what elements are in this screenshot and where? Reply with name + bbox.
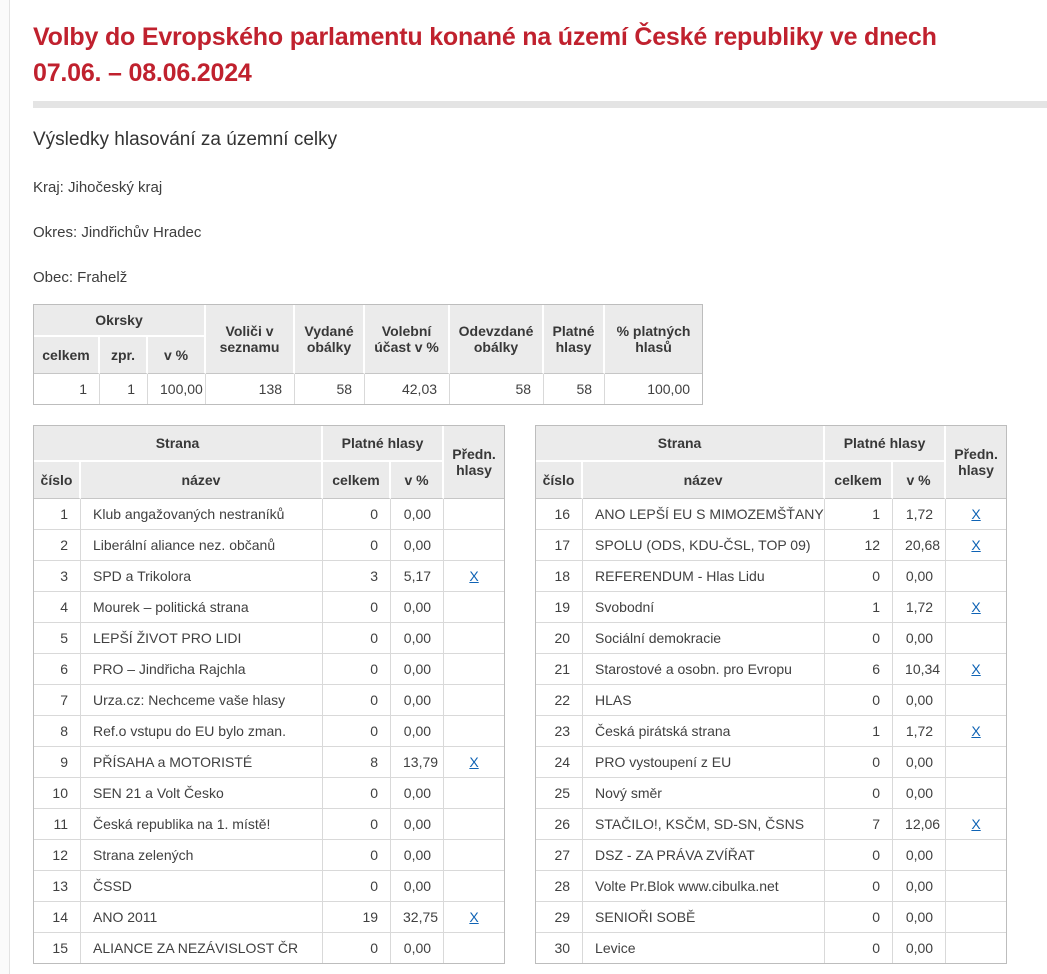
party-votes: 0 — [825, 871, 893, 902]
party-percent: 0,00 — [391, 716, 444, 747]
party-name: Levice — [583, 933, 825, 963]
party-votes: 0 — [323, 840, 391, 871]
party-row — [536, 716, 1006, 747]
okrsky-vpct-value: 100,00 — [148, 374, 206, 404]
party-number: 16 — [536, 499, 583, 530]
party-name: Mourek – politická strana — [81, 592, 323, 623]
party-number: 9 — [34, 747, 81, 778]
party-number: 14 — [34, 902, 81, 933]
party-pref-cell — [444, 902, 504, 933]
party-pref-cell — [946, 685, 1006, 716]
summary-values-row — [34, 374, 702, 404]
party-percent: 0,00 — [893, 561, 946, 592]
party-row — [536, 840, 1006, 871]
party-percent: 0,00 — [391, 840, 444, 871]
party-votes: 0 — [323, 685, 391, 716]
party-number: 8 — [34, 716, 81, 747]
party-row — [34, 685, 504, 716]
party-row — [536, 933, 1006, 963]
party-name: ČSSD — [81, 871, 323, 902]
party-number: 4 — [34, 592, 81, 623]
party-percent: 1,72 — [893, 499, 946, 530]
col-header-strana: Strana — [34, 426, 323, 462]
party-row — [536, 871, 1006, 902]
party-table-right — [536, 426, 1006, 963]
party-row — [34, 530, 504, 561]
party-row — [34, 499, 504, 530]
party-pref-cell — [444, 654, 504, 685]
col-header-volici-v-seznamu: Voliči v seznamu — [206, 305, 295, 374]
party-votes: 0 — [323, 530, 391, 561]
party-percent: 0,00 — [391, 654, 444, 685]
party-number: 13 — [34, 871, 81, 902]
party-votes: 0 — [825, 685, 893, 716]
party-percent: 0,00 — [391, 530, 444, 561]
party-name: ANO 2011 — [81, 902, 323, 933]
party-pref-cell — [946, 840, 1006, 871]
party-name: Ref.o vstupu do EU bylo zman. — [81, 716, 323, 747]
col-header-okrsky: Okrsky — [34, 305, 206, 337]
party-percent: 32,75 — [391, 902, 444, 933]
party-row — [536, 778, 1006, 809]
party-percent: 1,72 — [893, 716, 946, 747]
col-header-volebni-ucast: Volební účast v % — [365, 305, 450, 374]
party-votes: 0 — [825, 933, 893, 963]
pref-votes-link[interactable]: X — [469, 568, 479, 584]
party-name: Strana zelených — [81, 840, 323, 871]
party-number: 2 — [34, 530, 81, 561]
summary-table-wrapper — [33, 304, 703, 405]
party-number: 6 — [34, 654, 81, 685]
party-percent: 0,00 — [893, 871, 946, 902]
party-row — [536, 809, 1006, 840]
party-votes: 0 — [323, 592, 391, 623]
party-pref-cell — [444, 840, 504, 871]
party-pref-cell — [444, 778, 504, 809]
party-pref-cell — [444, 530, 504, 561]
party-number: 22 — [536, 685, 583, 716]
okrsky-zpr-value: 1 — [100, 374, 148, 404]
party-row — [34, 809, 504, 840]
party-name: ANO LEPŠÍ EU S MIMOZEMŠŤANY — [583, 499, 825, 530]
party-name: DSZ - ZA PRÁVA ZVÍŘAT — [583, 840, 825, 871]
party-number: 27 — [536, 840, 583, 871]
party-row — [536, 902, 1006, 933]
party-table-left-wrapper — [33, 425, 505, 964]
party-pref-cell — [946, 778, 1006, 809]
col-header-celkem: celkem — [323, 462, 391, 499]
party-row — [34, 747, 504, 778]
col-header-cislo: číslo — [536, 462, 583, 499]
party-percent: 1,72 — [893, 592, 946, 623]
party-percent: 0,00 — [391, 871, 444, 902]
party-name: PŘÍSAHA a MOTORISTÉ — [81, 747, 323, 778]
party-row — [34, 623, 504, 654]
col-header-vydane-obalky: Vydané obálky — [295, 305, 365, 374]
party-name: Česká pirátská strana — [583, 716, 825, 747]
party-votes: 0 — [323, 809, 391, 840]
pct-platnych-value: 100,00 — [605, 374, 702, 404]
party-pref-cell — [444, 499, 504, 530]
party-tables-row — [33, 425, 1047, 964]
party-pref-cell — [946, 933, 1006, 963]
party-number: 19 — [536, 592, 583, 623]
col-header-vpct: v % — [893, 462, 946, 499]
col-header-predn-hlasy: Předn. hlasy — [946, 426, 1006, 499]
party-number: 30 — [536, 933, 583, 963]
party-pref-cell — [946, 530, 1006, 561]
party-percent: 0,00 — [893, 747, 946, 778]
party-table-left — [34, 426, 504, 963]
party-pref-cell — [946, 623, 1006, 654]
pref-votes-link[interactable]: X — [971, 816, 981, 832]
party-pref-cell — [444, 623, 504, 654]
party-pref-cell — [444, 716, 504, 747]
party-number: 18 — [536, 561, 583, 592]
party-row — [34, 871, 504, 902]
party-name: PRO – Jindřicha Rajchla — [81, 654, 323, 685]
pref-votes-link[interactable]: X — [971, 661, 981, 677]
party-name: Sociální demokracie — [583, 623, 825, 654]
col-header-strana: Strana — [536, 426, 825, 462]
title-divider — [33, 101, 1047, 108]
party-name: HLAS — [583, 685, 825, 716]
volici-v-seznamu-value: 138 — [206, 374, 295, 404]
party-number: 25 — [536, 778, 583, 809]
party-name: LEPŠÍ ŽIVOT PRO LIDI — [81, 623, 323, 654]
party-votes: 0 — [323, 654, 391, 685]
party-row — [536, 592, 1006, 623]
party-votes: 6 — [825, 654, 893, 685]
party-row — [536, 747, 1006, 778]
party-name: SENIOŘI SOBĚ — [583, 902, 825, 933]
pref-votes-link[interactable]: X — [971, 599, 981, 615]
party-pref-cell — [946, 654, 1006, 685]
party-name: STAČILO!, KSČM, SD-SN, ČSNS — [583, 809, 825, 840]
party-name: ALIANCE ZA NEZÁVISLOST ČR — [81, 933, 323, 963]
party-pref-cell — [444, 561, 504, 592]
region-line: Kraj: Jihočeský kraj — [33, 179, 163, 196]
party-row — [34, 654, 504, 685]
party-number: 29 — [536, 902, 583, 933]
party-row — [34, 933, 504, 963]
party-votes: 0 — [323, 623, 391, 654]
okrsky-celkem-value: 1 — [34, 374, 100, 404]
party-pref-cell — [946, 499, 1006, 530]
pref-votes-link[interactable]: X — [971, 723, 981, 739]
party-percent: 5,17 — [391, 561, 444, 592]
party-row — [536, 561, 1006, 592]
party-pref-cell — [946, 747, 1006, 778]
party-number: 20 — [536, 623, 583, 654]
col-header-okrsky-celkem: celkem — [34, 337, 100, 374]
col-header-predn-hlasy: Předn. hlasy — [444, 426, 504, 499]
platne-hlasy-value: 58 — [544, 374, 605, 404]
party-percent: 0,00 — [893, 778, 946, 809]
party-votes: 0 — [323, 778, 391, 809]
party-row — [34, 840, 504, 871]
volebni-ucast-value: 42,03 — [365, 374, 450, 404]
municipality-line: Obec: Frahelž — [33, 269, 128, 286]
pref-votes-link[interactable]: X — [971, 506, 981, 522]
col-header-nazev: název — [81, 462, 323, 499]
party-number: 23 — [536, 716, 583, 747]
district-line: Okres: Jindřichův Hradec — [33, 224, 202, 241]
party-votes: 1 — [825, 499, 893, 530]
col-header-odevzdane-obalky: Odevzdané obálky — [450, 305, 544, 374]
party-votes: 1 — [825, 592, 893, 623]
party-pref-cell — [444, 592, 504, 623]
party-row — [536, 530, 1006, 561]
party-name: REFERENDUM - Hlas Lidu — [583, 561, 825, 592]
party-percent: 0,00 — [391, 685, 444, 716]
party-row — [536, 685, 1006, 716]
party-percent: 0,00 — [893, 685, 946, 716]
party-percent: 13,79 — [391, 747, 444, 778]
party-number: 26 — [536, 809, 583, 840]
party-pref-cell — [946, 871, 1006, 902]
party-number: 12 — [34, 840, 81, 871]
party-votes: 0 — [323, 499, 391, 530]
party-pref-cell — [946, 561, 1006, 592]
party-votes: 8 — [323, 747, 391, 778]
party-number: 28 — [536, 871, 583, 902]
party-name: Nový směr — [583, 778, 825, 809]
party-number: 3 — [34, 561, 81, 592]
party-percent: 0,00 — [391, 623, 444, 654]
pref-votes-link[interactable]: X — [469, 754, 479, 770]
party-pref-cell — [444, 933, 504, 963]
party-percent: 0,00 — [893, 933, 946, 963]
party-row — [34, 902, 504, 933]
party-pref-cell — [444, 809, 504, 840]
party-name: Urza.cz: Nechceme vaše hlasy — [81, 685, 323, 716]
party-row — [536, 654, 1006, 685]
party-number: 1 — [34, 499, 81, 530]
party-percent: 0,00 — [893, 840, 946, 871]
party-row — [34, 561, 504, 592]
party-number: 21 — [536, 654, 583, 685]
col-header-nazev: název — [583, 462, 825, 499]
page-title: Volby do Evropského parlamentu konané na území České republiky ve dnech 07.06. – 08.06.2024 — [33, 23, 937, 87]
party-table-right-wrapper — [535, 425, 1007, 964]
party-votes: 0 — [825, 902, 893, 933]
page-left-edge — [0, 0, 10, 974]
party-name: Volte Pr.Blok www.cibulka.net — [583, 871, 825, 902]
party-name: SEN 21 a Volt Česko — [81, 778, 323, 809]
party-row — [536, 499, 1006, 530]
party-pref-cell — [444, 747, 504, 778]
party-number: 5 — [34, 623, 81, 654]
party-name: SPOLU (ODS, KDU-ČSL, TOP 09) — [583, 530, 825, 561]
col-header-platne-hlasy: Platné hlasy — [544, 305, 605, 374]
col-header-pct-platnych: % platných hlasů — [605, 305, 702, 374]
party-votes: 0 — [323, 933, 391, 963]
party-pref-cell — [946, 716, 1006, 747]
party-votes: 7 — [825, 809, 893, 840]
col-header-celkem: celkem — [825, 462, 893, 499]
party-row — [34, 716, 504, 747]
party-number: 10 — [34, 778, 81, 809]
party-votes: 0 — [825, 623, 893, 654]
party-votes: 19 — [323, 902, 391, 933]
section-title: Výsledky hlasování za územní celky — [33, 129, 338, 150]
pref-votes-link[interactable]: X — [469, 909, 479, 925]
party-percent: 0,00 — [391, 933, 444, 963]
party-votes: 0 — [825, 778, 893, 809]
col-header-okrsky-zpr: zpr. — [100, 337, 148, 374]
party-pref-cell — [946, 592, 1006, 623]
col-header-platne-hlasy: Platné hlasy — [323, 426, 444, 462]
col-header-vpct: v % — [391, 462, 444, 499]
party-name: PRO vystoupení z EU — [583, 747, 825, 778]
party-number: 17 — [536, 530, 583, 561]
party-row — [34, 592, 504, 623]
party-percent: 0,00 — [391, 778, 444, 809]
party-percent: 20,68 — [893, 530, 946, 561]
col-header-cislo: číslo — [34, 462, 81, 499]
party-percent: 0,00 — [391, 592, 444, 623]
party-pref-cell — [444, 685, 504, 716]
party-percent: 0,00 — [391, 809, 444, 840]
party-name: SPD a Trikolora — [81, 561, 323, 592]
party-votes: 1 — [825, 716, 893, 747]
party-row — [536, 623, 1006, 654]
party-votes: 0 — [825, 747, 893, 778]
col-header-okrsky-vpct: v % — [148, 337, 206, 374]
party-pref-cell — [444, 871, 504, 902]
party-pref-cell — [946, 809, 1006, 840]
party-name: Svobodní — [583, 592, 825, 623]
vydane-obalky-value: 58 — [295, 374, 365, 404]
party-votes: 0 — [323, 716, 391, 747]
party-row — [34, 778, 504, 809]
party-votes: 3 — [323, 561, 391, 592]
party-name: Starostové a osobn. pro Evropu — [583, 654, 825, 685]
party-percent: 0,00 — [391, 499, 444, 530]
party-percent: 12,06 — [893, 809, 946, 840]
party-number: 24 — [536, 747, 583, 778]
party-votes: 0 — [825, 840, 893, 871]
party-name: Česká republika na 1. místě! — [81, 809, 323, 840]
party-pref-cell — [946, 902, 1006, 933]
odevzdane-obalky-value: 58 — [450, 374, 544, 404]
party-number: 11 — [34, 809, 81, 840]
party-percent: 0,00 — [893, 623, 946, 654]
party-name: Liberální aliance nez. občanů — [81, 530, 323, 561]
pref-votes-link[interactable]: X — [971, 537, 981, 553]
party-name: Klub angažovaných nestraníků — [81, 499, 323, 530]
party-number: 15 — [34, 933, 81, 963]
party-percent: 0,00 — [893, 902, 946, 933]
summary-table — [34, 305, 702, 404]
party-votes: 0 — [825, 561, 893, 592]
party-percent: 10,34 — [893, 654, 946, 685]
party-votes: 12 — [825, 530, 893, 561]
party-number: 7 — [34, 685, 81, 716]
party-votes: 0 — [323, 871, 391, 902]
col-header-platne-hlasy: Platné hlasy — [825, 426, 946, 462]
